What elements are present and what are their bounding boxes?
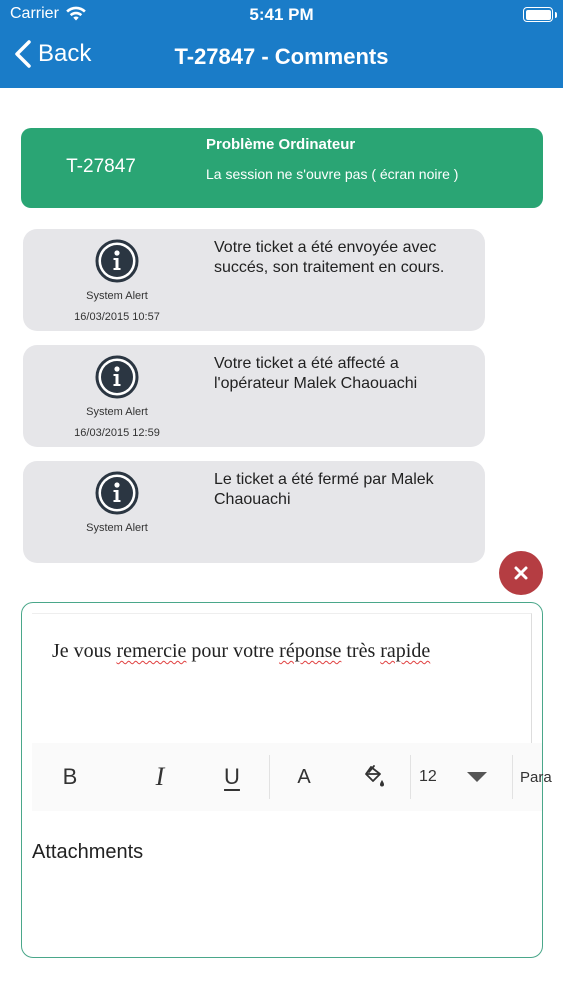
close-editor-button[interactable] xyxy=(499,551,543,595)
paragraph-format-value: Para xyxy=(520,768,552,786)
page-title: T-27847 - Comments xyxy=(174,44,389,69)
attachments-label: Attachments xyxy=(32,841,144,863)
comment-draft-text: Je vous remercie pour votre réponse très rapide xyxy=(52,640,431,662)
font-color-button[interactable] xyxy=(286,743,322,811)
ticket-title: Problème Ordinateur xyxy=(206,136,356,153)
comment-date: 16/03/2015 10:57 xyxy=(74,311,160,323)
comment-author: System Alert xyxy=(86,522,148,534)
comment-date: 16/03/2015 12:59 xyxy=(74,427,160,439)
info-icon xyxy=(95,471,139,515)
comments-list[interactable] xyxy=(0,228,563,542)
ticket-id: T-27847 xyxy=(66,156,136,177)
comment-text: Votre ticket a été envoyée avec succés, son traitement en cours. xyxy=(214,239,445,276)
underline-button[interactable] xyxy=(214,743,250,811)
battery-icon xyxy=(523,7,553,22)
comment-editor xyxy=(21,602,552,958)
info-icon xyxy=(95,355,139,399)
comment-text-area[interactable] xyxy=(32,613,532,743)
underline-icon: U xyxy=(224,764,240,789)
info-icon xyxy=(95,239,139,283)
comment-item xyxy=(23,345,485,447)
bold-icon: B xyxy=(62,764,78,789)
formatting-toolbar xyxy=(32,743,552,811)
comment-item xyxy=(23,461,485,563)
font-size-value: 12 xyxy=(419,768,437,785)
highlight-color-button[interactable] xyxy=(354,743,394,811)
status-time: 5:41 PM xyxy=(249,5,314,24)
app-header xyxy=(0,0,563,88)
comment-item xyxy=(23,229,485,331)
comment-text: Le ticket a été fermé par Malek Chaouachi xyxy=(214,471,434,508)
font-size-select[interactable] xyxy=(412,743,512,811)
comment-author: System Alert xyxy=(86,406,148,418)
ticket-description: La session ne s'ouvre pas ( écran noire ) xyxy=(206,166,459,182)
italic-icon: I xyxy=(155,762,165,791)
italic-button[interactable] xyxy=(142,743,178,811)
dropdown-arrow-icon xyxy=(465,770,489,784)
bold-button[interactable] xyxy=(52,743,88,811)
back-label: Back xyxy=(38,40,92,67)
carrier-label: Carrier xyxy=(10,5,59,22)
ticket-summary-card xyxy=(21,128,543,208)
comment-text: Votre ticket a été affecté a l'opérateur Malek Chaouachi xyxy=(214,355,418,392)
close-icon xyxy=(513,565,529,581)
font-color-icon: A xyxy=(297,765,311,788)
navigation-bar xyxy=(0,30,563,88)
paint-bucket-icon xyxy=(361,764,387,790)
comment-author: System Alert xyxy=(86,290,148,302)
status-bar xyxy=(0,0,563,30)
paragraph-format-select[interactable] xyxy=(518,743,578,811)
